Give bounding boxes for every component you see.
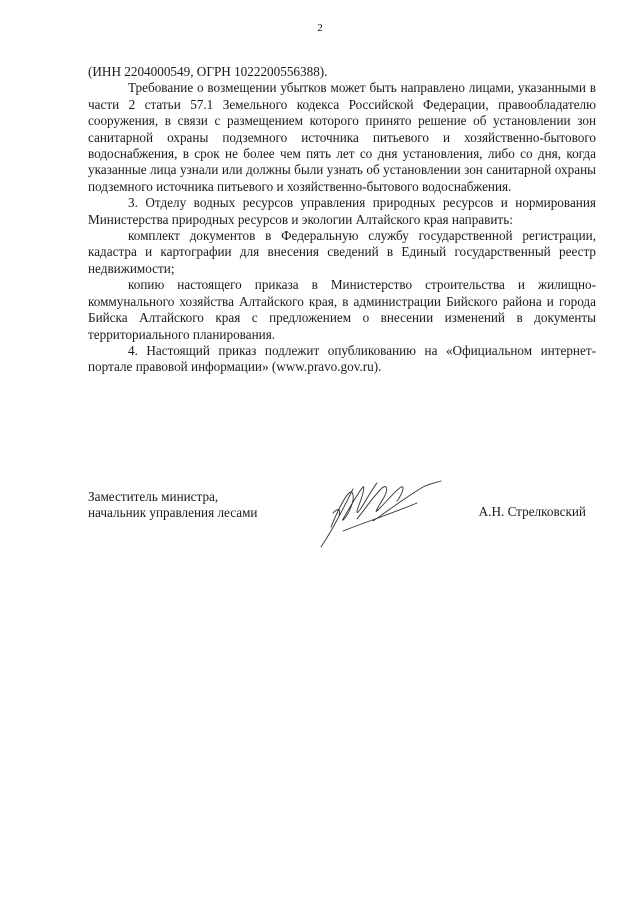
signatory-title bbox=[88, 489, 258, 520]
document-body bbox=[88, 64, 596, 376]
paragraph-item-4: 4. Настоящий приказ подлежит опубликованию на «Официальном интернет-портале правовой информации» (www.pravo.gov.ru). bbox=[88, 342, 596, 375]
paragraph-item-3-copy: копию настоящего приказа в Министерство строительства и жилищно-коммунального хозяйства Алтайского края, в администрации Бийского района и города Бийска Алтайского края с предложением о внесении изменений в документы территориального планирования. bbox=[88, 277, 596, 342]
signatory-title-line2: начальник управления лесами bbox=[88, 504, 258, 520]
handwritten-signature bbox=[313, 479, 463, 549]
paragraph-inn: (ИНН 2204000549, ОГРН 1022200556388). bbox=[88, 64, 328, 79]
paragraph-damages-claim: Требование о возмещении убытков может быть направлено лицами, указанными в части 2 статьи 57.1 Земельного кодекса Российской Федерации, правообладателю сооружения, в связи с размещением которого принято решение об установлении зон санитарной охраны подземного источника питьевого и хозяйственно-бытового водоснабжения, в срок не более чем пять лет со дня установления, либо со дня, когда указанные лица узнали или должны были узнать об установлении зон санитарной охраны подземного источника питьевого и хозяйственно-бытового водоснабжения. bbox=[88, 80, 596, 194]
signature-block bbox=[88, 489, 596, 559]
paragraph-item-3-documents: комплект документов в Федеральную службу государственной регистрации, кадастра и картографии для внесения сведений в Единый государственный реестр недвижимости; bbox=[88, 228, 596, 276]
signatory-name: А.Н. Стрелковский bbox=[478, 504, 586, 519]
signatory-title-line1: Заместитель министра, bbox=[88, 489, 219, 504]
paragraph-item-3: 3. Отделу водных ресурсов управления природных ресурсов и нормирования Министерства природных ресурсов и экологии Алтайского края направить: bbox=[88, 195, 596, 227]
page-number: 2 bbox=[317, 22, 323, 34]
